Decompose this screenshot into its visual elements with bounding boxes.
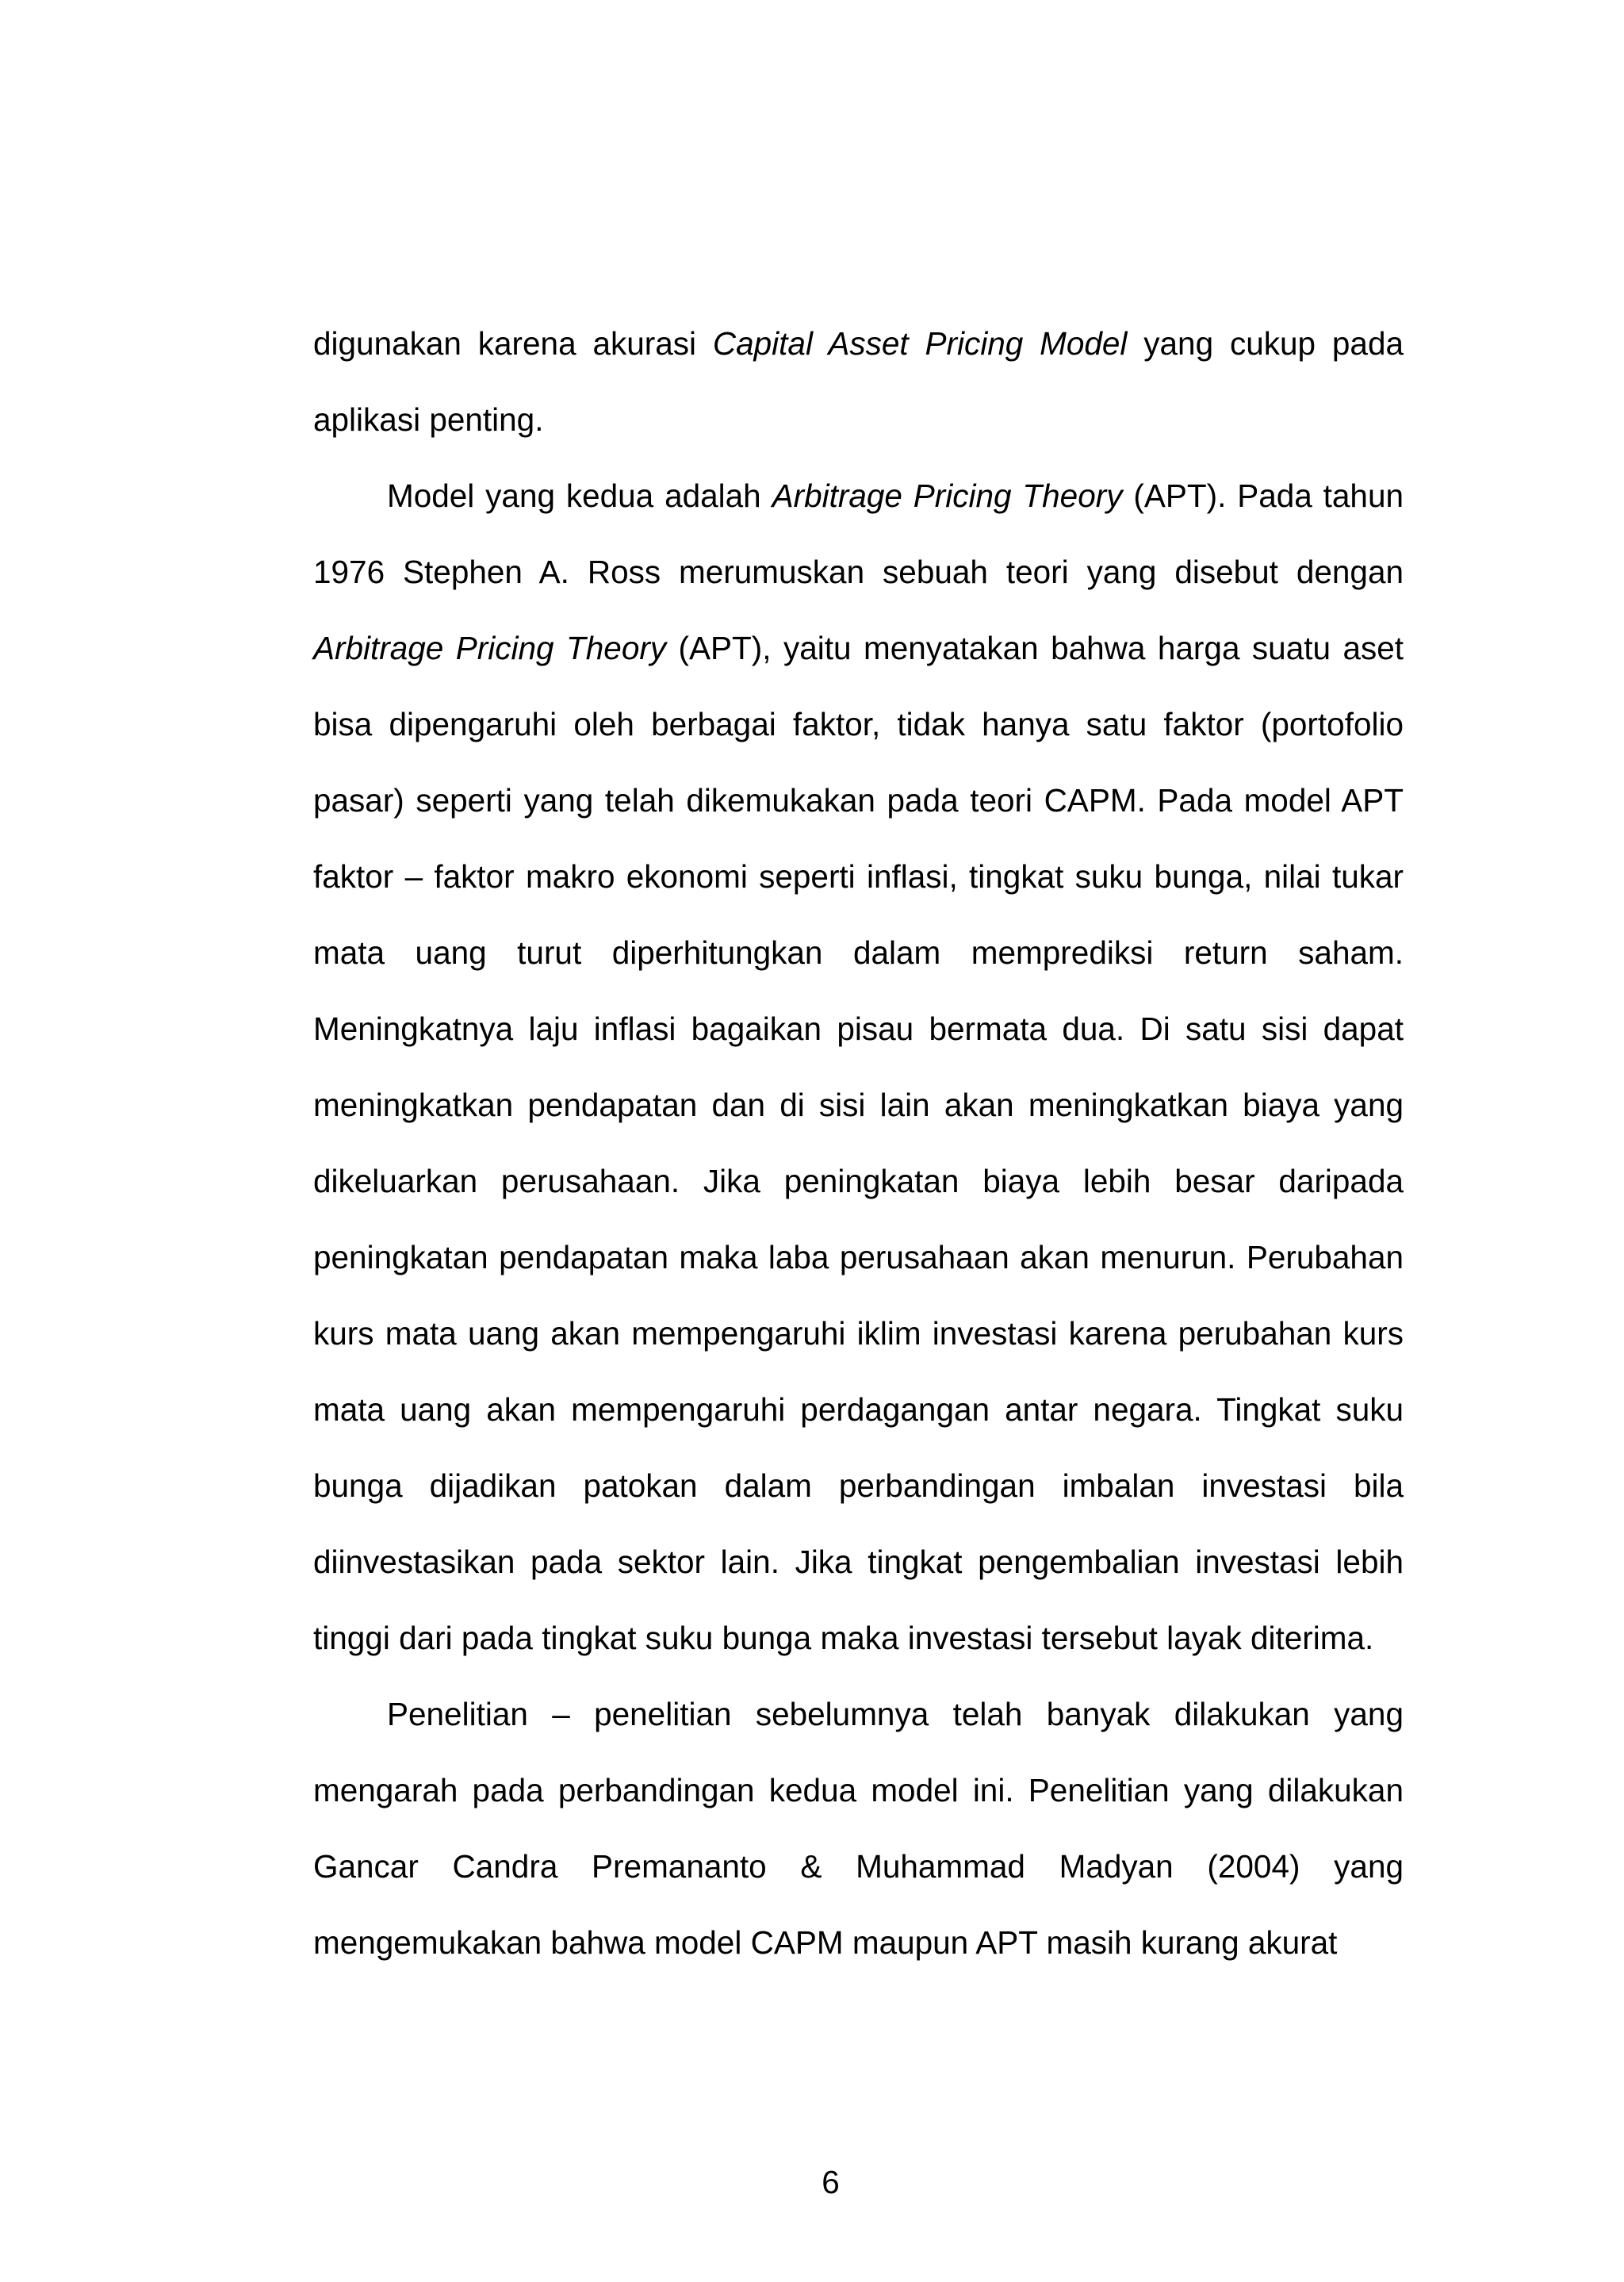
paragraph-1-span-3: yang cukup pada aplikasi penting.	[313, 325, 1404, 438]
body-text	[313, 305, 1404, 1981]
paragraph-2-span-1: Model yang kedua adalah	[387, 477, 772, 514]
paragraph-3-span-1: Penelitian – penelitian sebelumnya telah banyak dilakukan yang mengarah pada perbandingan kedua model ini. Penelitian yang dilakukan Gancar Candra Premananto & Muhammad Madyan (2004) yang mengemukakan bahwa model CAPM maupun APT masih kurang akurat	[313, 1696, 1404, 1961]
paragraph-2-span-3: (APT). Pada tahun 1976 Stephen A. Ross merumuskan sebuah teori yang disebut dengan	[313, 477, 1404, 590]
paragraph-1-span-1: digunakan karena akurasi	[313, 325, 713, 362]
paragraph-2-italic-term-1: Arbitrage Pricing Theory	[772, 477, 1123, 514]
paragraph-2	[313, 458, 1404, 1676]
paragraph-2-italic-term-2: Arbitrage Pricing Theory	[313, 630, 667, 666]
page-number: 6	[822, 2164, 840, 2200]
paragraph-3	[313, 1676, 1404, 1981]
paragraph-1-italic-term: Capital Asset Pricing Model	[712, 325, 1128, 362]
paragraph-2-span-5: (APT), yaitu menyatakan bahwa harga suatu aset bisa dipengaruhi oleh berbagai faktor, tidak hanya satu faktor (portofolio pasar) seperti yang telah dikemukakan pada teori CAPM. Pada model APT faktor – faktor makro ekonomi seperti inflasi, tingkat suku bunga, nilai tukar mata uang turut diperhitungkan dalam memprediksi return saham. Meningkatnya laju inflasi bagaikan pisau bermata dua. Di satu sisi dapat meningkatkan pendapatan dan di sisi lain akan meningkatkan biaya yang dikeluarkan perusahaan. Jika peningkatan biaya lebih besar daripada peningkatan pendapatan maka laba perusahaan akan menurun. Perubahan kurs mata uang akan mempengaruhi iklim investasi karena perubahan kurs mata uang akan mempengaruhi perdagangan antar negara. Tingkat suku bunga dijadikan patokan dalam perbandingan imbalan investasi bila diinvestasikan pada sektor lain. Jika tingkat pengembalian investasi lebih tinggi dari pada tingkat suku bunga maka investasi tersebut layak diterima.	[313, 630, 1404, 1656]
paragraph-1	[313, 305, 1404, 458]
